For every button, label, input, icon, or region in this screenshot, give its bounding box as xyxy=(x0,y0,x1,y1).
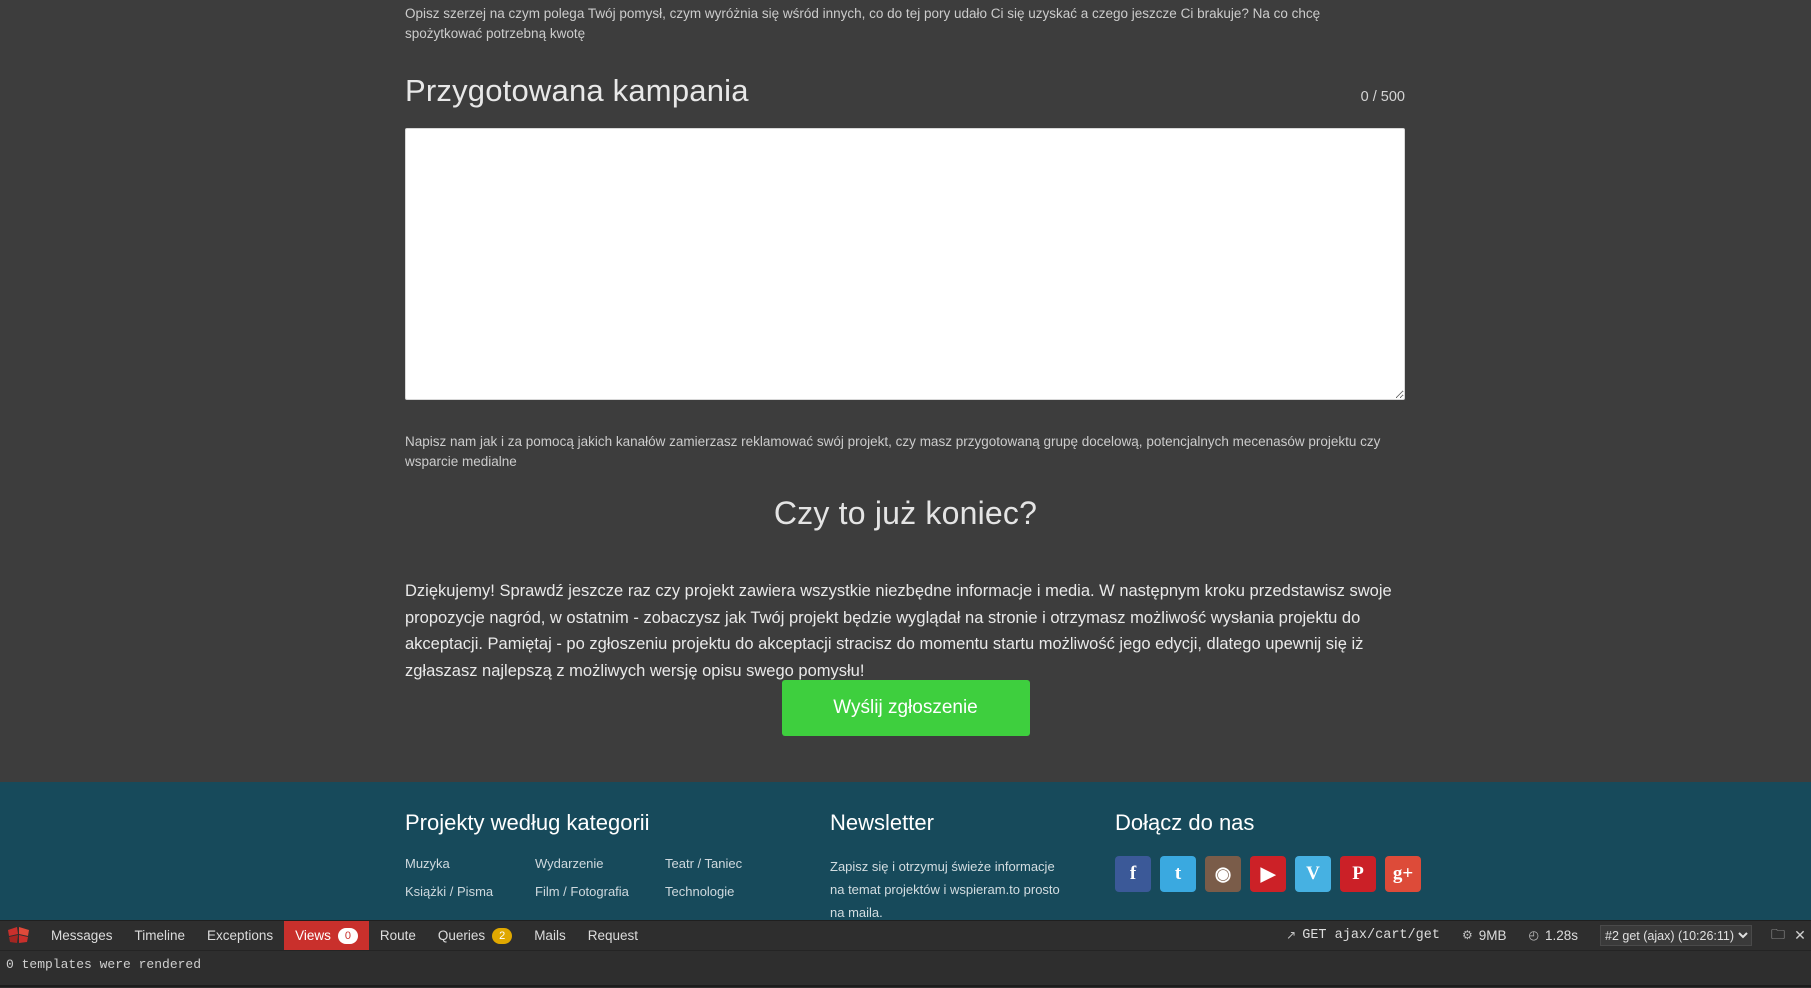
debugbar-request-selector[interactable] xyxy=(1600,925,1752,946)
footer-link-ksiazki-pisma[interactable]: Książki / Pisma xyxy=(405,883,494,899)
footer-categories-title: Projekty według kategorii xyxy=(405,810,650,835)
debugbar-tab-request[interactable] xyxy=(577,921,649,950)
footer-link-technologie[interactable]: Technologie xyxy=(665,883,735,899)
close-icon[interactable]: ✕ xyxy=(1794,927,1806,943)
closing-copy: Dziękujemy! Sprawdź jeszcze raz czy projekt zawiera wszystkie niezbędne informacje i media. W następnym kroku przedstawisz swoje propozycje nagród, w ostatnim - zobaczysz jak Twój projekt będzie wyglądał na stronie i otrzymasz możliwość wysłania projektu do akceptacji. Pamiętaj - po zgłoszeniu projektu do akceptacji stracisz do momentu startu możliwość jego edycji, dlatego upewnij się iż zgłaszasz najlepszą z możliwych wersję opisu swego pomysłu! xyxy=(405,582,1392,681)
memory-icon: ⚙ xyxy=(1461,928,1473,942)
debugbar-current-request[interactable] xyxy=(1275,921,1451,950)
footer-newsletter-title: Newsletter xyxy=(830,810,934,835)
footer-newsletter-column xyxy=(830,782,1115,920)
debugbar-tab-queries[interactable] xyxy=(427,921,523,950)
top-help-text: Opisz szerzej na czym polega Twój pomysł, czym wyróżnia się wśród innych, co do tej pory udało Ci się uzyskać a czego jeszcze Ci brakuje? Na co chcę spożytkować potrzebną kwotę xyxy=(405,6,1321,41)
pinterest-icon[interactable]: P xyxy=(1340,856,1376,892)
instagram-icon[interactable]: ◉ xyxy=(1205,856,1241,892)
under-help-text: Napisz nam jak i za pomocą jakich kanałów zamierzasz reklamować swój projekt, czy masz przygotowaną grupę docelową, potencjalnych mecenasów projektu czy wsparcie medialne xyxy=(405,434,1381,469)
footer-categories-column xyxy=(405,782,830,920)
facebook-icon[interactable]: f xyxy=(1115,856,1151,892)
character-counter: 0 / 500 xyxy=(1360,89,1405,105)
debugbar-memory-label: 9MB xyxy=(1478,928,1507,943)
debugbar-tab-queries-label: Queries xyxy=(437,928,486,943)
debugbar-tab-views-label: Views xyxy=(295,928,331,943)
debugbar-logo-icon[interactable] xyxy=(4,921,34,950)
debugbar-time[interactable] xyxy=(1517,921,1589,950)
footer-social-title: Dołącz do nas xyxy=(1115,810,1255,835)
footer-link-teatr-taniec[interactable]: Teatr / Taniec xyxy=(665,856,743,871)
debugbar-tab-messages[interactable] xyxy=(40,921,124,950)
debugbar-request-selector-wrap[interactable] xyxy=(1589,921,1767,950)
vimeo-icon[interactable]: V xyxy=(1295,856,1331,892)
clock-icon: ◴ xyxy=(1528,928,1539,942)
debugbar-current-request-label: GET ajax/cart/get xyxy=(1302,928,1440,943)
debugbar-status-group xyxy=(1275,921,1811,950)
footer-social-column xyxy=(1115,782,1455,920)
campaign-textarea-wrapper xyxy=(405,128,1405,400)
debugbar-tabs xyxy=(40,921,649,950)
submit-button[interactable]: Wyślij zgłoszenie xyxy=(782,680,1030,736)
submit-wrapper xyxy=(0,680,1811,736)
debugbar-tab-route[interactable] xyxy=(369,921,427,950)
debugbar-tab-views-badge: 0 xyxy=(338,928,358,944)
debugbar-tab-views[interactable] xyxy=(284,921,369,950)
closing-heading: Czy to już koniec? xyxy=(773,495,1038,531)
closing-section xyxy=(0,495,1811,532)
youtube-icon[interactable]: ▶ xyxy=(1250,856,1286,892)
debugbar-memory[interactable] xyxy=(1451,921,1518,950)
footer-link-film-fotografia[interactable]: Film / Fotografia xyxy=(535,883,629,899)
page-title: Przygotowana kampania xyxy=(405,73,749,108)
footer-link-muzyka[interactable]: Muzyka xyxy=(405,856,450,871)
site-footer xyxy=(0,782,1811,920)
debugbar-tab-queries-badge: 2 xyxy=(492,928,512,944)
debugbar-time-label: 1.28s xyxy=(1544,928,1578,943)
google-plus-icon[interactable]: g+ xyxy=(1385,856,1421,892)
footer-newsletter-copy: Zapisz się i otrzymuj świeże informacje na temat projektów i wspieram.to prosto na maila. xyxy=(830,859,1060,920)
folder-icon[interactable]: 🗀 xyxy=(1771,925,1785,942)
debug-toolbar xyxy=(0,920,1811,987)
twitter-icon[interactable]: t xyxy=(1160,856,1196,892)
share-icon: ↗ xyxy=(1286,928,1297,942)
debugbar-tab-exceptions-label: Exceptions xyxy=(207,928,274,943)
debugbar-tab-mails[interactable] xyxy=(523,921,577,950)
debugbar-tab-request-label: Request xyxy=(587,928,638,943)
debugbar-tab-exceptions[interactable] xyxy=(196,921,284,950)
debugbar-tab-timeline[interactable] xyxy=(124,921,197,950)
field-header xyxy=(405,73,1405,109)
debugbar-panel-content: 0 templates were rendered xyxy=(0,950,1811,988)
debugbar-tab-mails-label: Mails xyxy=(534,928,566,943)
debugbar-tab-messages-label: Messages xyxy=(51,928,113,943)
debugbar-tab-route-label: Route xyxy=(379,928,416,943)
debugbar-tab-timeline-label: Timeline xyxy=(134,928,186,943)
footer-link-wydarzenie[interactable]: Wydarzenie xyxy=(535,856,604,871)
campaign-textarea[interactable] xyxy=(405,128,1405,400)
